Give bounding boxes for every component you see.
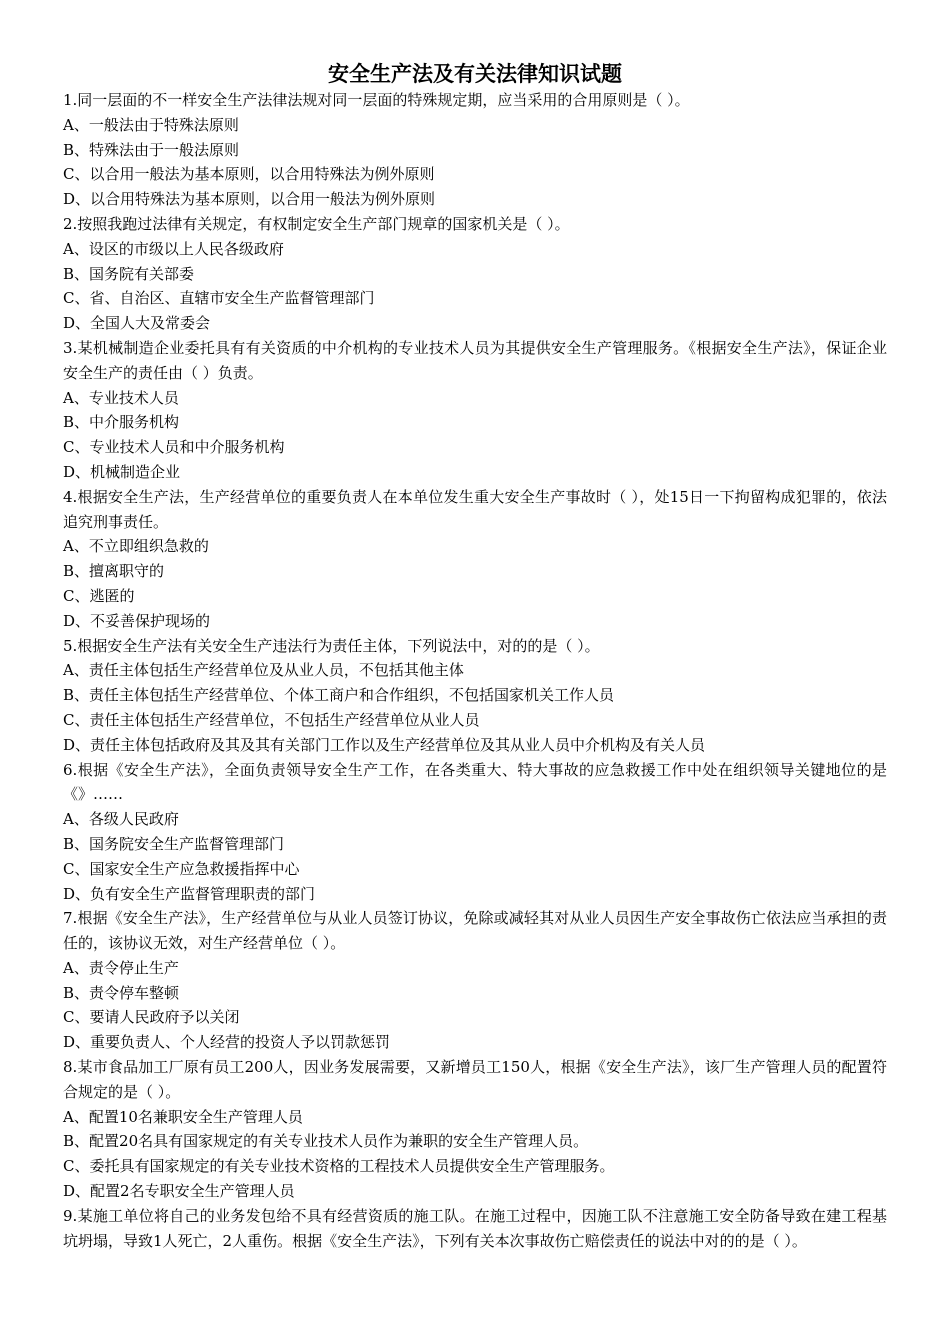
answer-option: D、配置2名专职安全生产管理人员	[63, 1182, 295, 1201]
answer-option: B、责任主体包括生产经营单位、个体工商户和合作组织，不包括国家机关工作人员	[63, 686, 615, 705]
document-title: 安全生产法及有关法律知识试题	[328, 61, 622, 86]
question-stem: 1.同一层面的不一样安全生产法律法规对同一层面的特殊规定期，应当采用的合用原则是（ ）。	[63, 91, 690, 109]
question-stem: 8.某市食品加工厂原有员工200人，因业务发展需要，又新增员工150人，根据《安全生产法》，该厂生产管理人员的配置符合规定的是（ ）。	[63, 1058, 887, 1101]
question-block	[63, 212, 887, 336]
question-stem: 9.某施工单位将自己的业务发包给不具有经营资质的施工队。在施工过程中，因施工队不注意施工安全防备导致在建工程基坑坍塌，导致1人死亡，2人重伤。根据《安全生产法》，下列有关本次事故伤亡赔偿责任的说法中对的的是（ ）。	[63, 1206, 887, 1250]
answer-option: A、专业技术人员	[63, 388, 179, 407]
answer-option: B、国务院有关部委	[63, 264, 195, 283]
answer-option: C、省、自治区、直辖市安全生产监督管理部门	[63, 289, 375, 308]
answer-option: D、责任主体包括政府及其及其有关部门工作以及生产经营单位及其从业人员中介机构及有关人员	[63, 735, 706, 754]
answer-option: D、不妥善保护现场的	[63, 611, 211, 630]
question-block	[63, 88, 887, 212]
question-block	[63, 1204, 887, 1254]
answer-option: B、国务院安全生产监督管理部门	[63, 834, 285, 853]
answer-option: C、逃匿的	[63, 586, 135, 605]
answer-option: A、责令停止生产	[63, 958, 179, 977]
answer-option: B、特殊法由于一般法原则	[63, 140, 240, 159]
answer-option: B、责令停车整顿	[63, 983, 180, 1002]
answer-option: A、设区的市级以上人民各级政府	[63, 239, 284, 258]
answer-option: A、不立即组织急救的	[63, 537, 209, 556]
answer-option: C、责任主体包括生产经营单位，不包括生产经营单位从业人员	[63, 710, 480, 729]
answer-option: D、机械制造企业	[63, 462, 181, 481]
question-block	[63, 485, 887, 634]
answer-option: C、要请人民政府予以关闭	[63, 1008, 240, 1027]
question-stem: 3.某机械制造企业委托具有有关资质的中介机构的专业技术人员为其提供安全生产管理服务。《根据安全生产法》，保证企业安全生产的责任由（ ）负责。	[63, 338, 887, 382]
answer-option: C、专业技术人员和中介服务机构	[63, 438, 285, 457]
question-block	[63, 336, 887, 485]
question-stem: 4.根据安全生产法，生产经营单位的重要负责人在本单位发生重大安全生产事故时（ ），处15日一下拘留构成犯罪的，依法追究刑事责任。	[63, 487, 887, 531]
question-list	[63, 88, 887, 1253]
answer-option: B、中介服务机构	[63, 413, 180, 432]
question-stem: 7.根据《安全生产法》，生产经营单位与从业人员签订协议，免除或减轻其对从业人员因生产安全事故伤亡依法应当承担的责任的，该协议无效，对生产经营单位（ ）。	[63, 909, 887, 953]
question-stem: 2.按照我跑过法律有关规定，有权制定安全生产部门规章的国家机关是（ ）。	[63, 214, 570, 233]
question-block	[63, 758, 887, 907]
question-block	[63, 1055, 887, 1204]
answer-option: D、以合用特殊法为基本原则，以合用一般法为例外原则	[63, 190, 436, 209]
answer-option: D、全国人大及常委会	[63, 314, 211, 333]
question-stem: 6.根据《安全生产法》，全面负责领导安全生产工作，在各类重大、特大事故的应急救援工作中处在组织领导关键地位的是《》……	[63, 760, 887, 804]
question-block	[63, 906, 887, 1055]
answer-option: A、一般法由于特殊法原则	[63, 115, 239, 134]
answer-option: A、配置10名兼职安全生产管理人员	[63, 1107, 303, 1126]
answer-option: B、擅离职守的	[63, 562, 165, 581]
answer-option: A、各级人民政府	[63, 810, 179, 829]
question-block	[63, 634, 887, 758]
answer-option: C、国家安全生产应急救援指挥中心	[63, 859, 300, 878]
question-stem: 5.根据安全生产法有关安全生产违法行为责任主体，下列说法中，对的的是（ ）。	[63, 636, 600, 655]
answer-option: C、委托具有国家规定的有关专业技术资格的工程技术人员提供安全生产管理服务。	[63, 1157, 615, 1176]
answer-option: A、责任主体包括生产经营单位及从业人员，不包括其他主体	[63, 661, 464, 680]
answer-option: C、以合用一般法为基本原则，以合用特殊法为例外原则	[63, 165, 435, 184]
answer-option: B、配置20名具有国家规定的有关专业技术人员作为兼职的安全生产管理人员。	[63, 1132, 589, 1151]
answer-option: D、重要负责人、个人经营的投资人予以罚款惩罚	[63, 1033, 391, 1052]
answer-option: D、负有安全生产监督管理职责的部门	[63, 884, 316, 903]
